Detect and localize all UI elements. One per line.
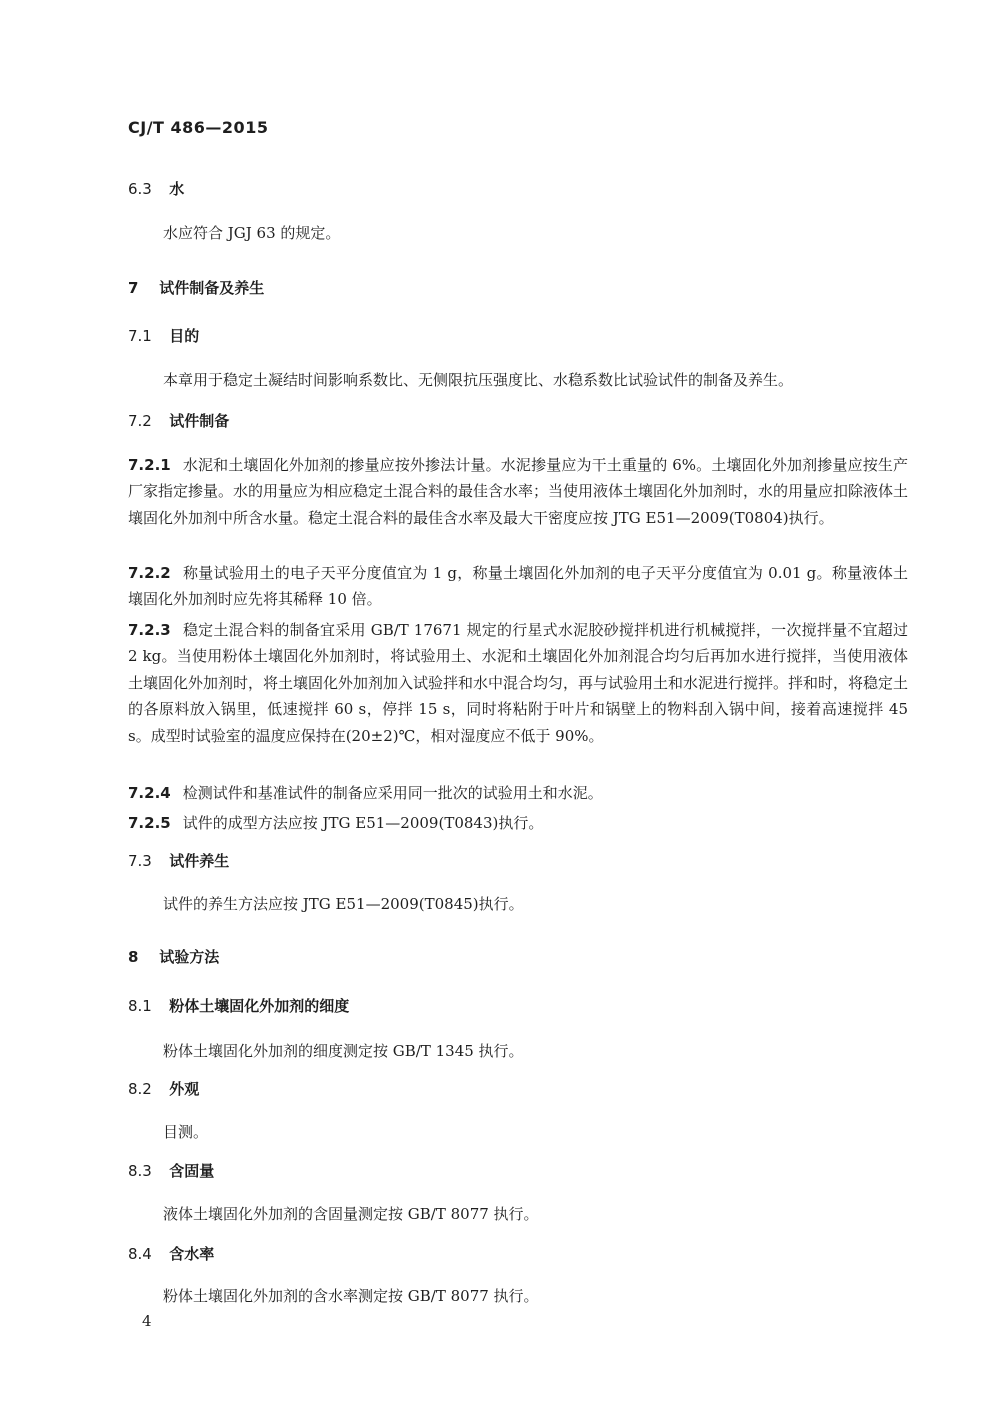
section-title: 试件养生 — [169, 852, 230, 870]
section-number: 6.3 — [128, 180, 152, 198]
section-8-3-text: 液体土壤固化外加剂的含固量测定按 GB/T 8077 执行。 — [163, 1205, 539, 1223]
section-6-3-text: 水应符合 JGJ 63 的规定。 — [163, 224, 341, 242]
chapter-title: 试件制备及养生 — [159, 279, 265, 297]
section-title: 粉体土壤固化外加剂的细度 — [169, 997, 350, 1015]
section-number: 8.3 — [128, 1162, 152, 1180]
chapter-number: 8 — [128, 948, 139, 966]
section-number: 7.3 — [128, 852, 152, 870]
section-8-4-heading — [128, 1243, 214, 1264]
chapter-number: 7 — [128, 279, 139, 297]
section-number: 7.2 — [128, 412, 152, 430]
section-number: 8.2 — [128, 1080, 152, 1098]
section-number: 8.1 — [128, 997, 152, 1015]
clause-text: 称量试验用土的电子天平分度值宜为 1 g，称量土壤固化外加剂的电子天平分度值宜为 0.01 g。称量液体土壤固化外加剂时应先将其稀释 10 倍。 — [128, 564, 908, 609]
clause-number: 7.2.4 — [128, 784, 171, 802]
section-number: 7.1 — [128, 327, 152, 345]
chapter-7-heading — [128, 277, 264, 298]
section-title: 水 — [169, 180, 185, 198]
clause-number: 7.2.2 — [128, 564, 171, 582]
section-title: 含固量 — [169, 1162, 215, 1180]
clause-text: 水泥和土壤固化外加剂的掺量应按外掺法计量。水泥掺量应为干土重量的 6%。土壤固化外加剂掺量应按生产厂家指定掺量。水的用量应为相应稳定土混合料的最佳含水率；当使用液体土壤固化外加剂时，水的用量应扣除液体土壤固化外加剂中所含水量。稳定土混合料的最佳含水率及最大干密度应按 JTG E51—2009(T0804)执行。 — [128, 456, 909, 527]
section-title: 试件制备 — [169, 412, 230, 430]
section-8-4-text: 粉体土壤固化外加剂的含水率测定按 GB/T 8077 执行。 — [163, 1287, 539, 1305]
section-title: 含水率 — [169, 1245, 215, 1263]
clause-7-2-2 — [128, 560, 908, 613]
section-8-2-heading — [128, 1078, 199, 1099]
section-8-1-heading — [128, 995, 349, 1016]
section-6-3-heading — [128, 178, 184, 199]
section-7-3-heading — [128, 850, 229, 871]
section-8-1-text: 粉体土壤固化外加剂的细度测定按 GB/T 1345 执行。 — [163, 1042, 524, 1060]
section-8-2-text: 目测。 — [163, 1123, 209, 1141]
clause-text: 试件的成型方法应按 JTG E51—2009(T0843)执行。 — [182, 814, 544, 832]
standard-code: CJ/T 486—2015 — [128, 118, 269, 137]
section-title: 目的 — [169, 327, 200, 345]
page-number: 4 — [142, 1312, 152, 1330]
clause-number: 7.2.1 — [128, 456, 171, 474]
clause-text: 稳定土混合料的制备宜采用 GB/T 17671 规定的行星式水泥胶砂搅拌机进行机械搅拌，一次搅拌量不宜超过 2 kg。当使用粉体土壤固化外加剂时，将试验用土、水泥和土壤固化外加剂混合均匀后再加水进行搅拌，当使用液体土壤固化外加剂时，将土壤固化外加剂加入试验拌和水中混合均匀，再与试验用土和水泥进行搅拌。拌和时，将稳定土的各原料放入锅里，低速搅拌 60 s，停拌 15 s，同时将粘附于叶片和锅壁上的物料刮入锅中间，接着高速搅拌 45 s。成型时试验室的温度应保持在(20±2)℃，相对湿度应不低于 90%。 — [128, 621, 909, 745]
section-7-2-heading — [128, 410, 229, 431]
section-7-1-heading — [128, 325, 199, 346]
clause-text: 检测试件和基准试件的制备应采用同一批次的试验用土和水泥。 — [182, 784, 603, 802]
chapter-title: 试验方法 — [159, 948, 220, 966]
clause-7-2-5 — [128, 810, 908, 836]
section-title: 外观 — [169, 1080, 200, 1098]
clause-7-2-3 — [128, 617, 908, 749]
section-7-3-text: 试件的养生方法应按 JTG E51—2009(T0845)执行。 — [163, 895, 524, 913]
clause-number: 7.2.5 — [128, 814, 171, 832]
clause-number: 7.2.3 — [128, 621, 171, 639]
clause-7-2-1 — [128, 452, 908, 531]
section-8-3-heading — [128, 1160, 214, 1181]
clause-7-2-4 — [128, 780, 908, 806]
chapter-8-heading — [128, 946, 219, 967]
section-number: 8.4 — [128, 1245, 152, 1263]
section-7-1-text: 本章用于稳定土凝结时间影响系数比、无侧限抗压强度比、水稳系数比试验试件的制备及养生。 — [163, 371, 794, 389]
